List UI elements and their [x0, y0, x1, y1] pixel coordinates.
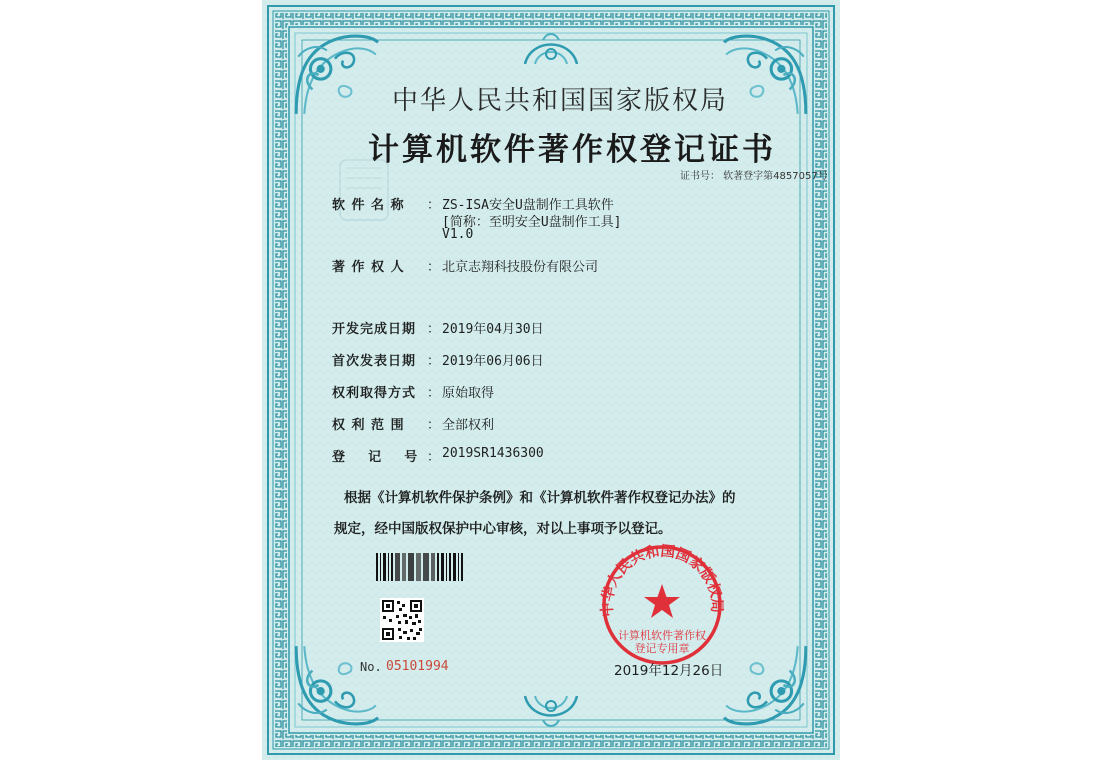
seal-line1: 计算机软件著作权	[618, 629, 706, 642]
software-name-value: ZS-ISA安全U盘制作工具软件	[442, 198, 614, 213]
software-version: V1.0	[442, 227, 474, 242]
serial-number-label: No.	[360, 660, 382, 674]
registration-value: 2019SR1436300	[442, 446, 544, 461]
scope-value: 全部权利	[442, 418, 495, 433]
statement-line-1: 根据《计算机软件保护条例》和《计算机软件著作权登记办法》的	[344, 490, 736, 506]
certificate	[262, 0, 840, 760]
completion-date-label: 开发完成日期	[332, 322, 417, 337]
software-short-name: [简称：至明安全U盘制作工具]	[442, 215, 622, 230]
serial-number-value: 05101994	[386, 659, 449, 674]
qr-code	[380, 598, 424, 642]
acquisition-label: 权利取得方式	[332, 386, 417, 401]
issue-date: 2019年12月26日	[614, 663, 724, 679]
statement-line-2: 规定，经中国版权保护中心审核，对以上事项予以登记。	[334, 521, 672, 537]
seal-line2: 登记专用章	[634, 642, 690, 655]
colon: ：	[427, 450, 441, 465]
seal-ring-text: 中华人民共和国国家版权局	[599, 543, 725, 618]
colon: ：	[427, 322, 441, 337]
first-publish-value: 2019年06月06日	[442, 354, 544, 369]
owner-value: 北京志翔科技股份有限公司	[442, 260, 599, 275]
registration-label: 登 记 号	[332, 450, 419, 465]
colon: ：	[427, 260, 441, 275]
first-publish-label: 首次发表日期	[332, 354, 417, 369]
colon: ：	[427, 354, 441, 369]
colon: ：	[427, 418, 441, 433]
colon: ：	[427, 198, 441, 213]
certificate-number: 证书号： 软著登字第4857057号	[680, 171, 828, 182]
issuing-authority: 中华人民共和国国家版权局	[392, 86, 729, 116]
software-name-label: 软 件 名 称	[332, 198, 405, 213]
colon: ：	[427, 386, 441, 401]
certificate-title: 计算机软件著作权登记证书	[368, 132, 776, 168]
scope-label: 权 利 范 围	[332, 418, 405, 433]
owner-label: 著 作 权 人	[332, 260, 405, 275]
acquisition-value: 原始取得	[442, 386, 495, 401]
completion-date-value: 2019年04月30日	[442, 322, 544, 337]
